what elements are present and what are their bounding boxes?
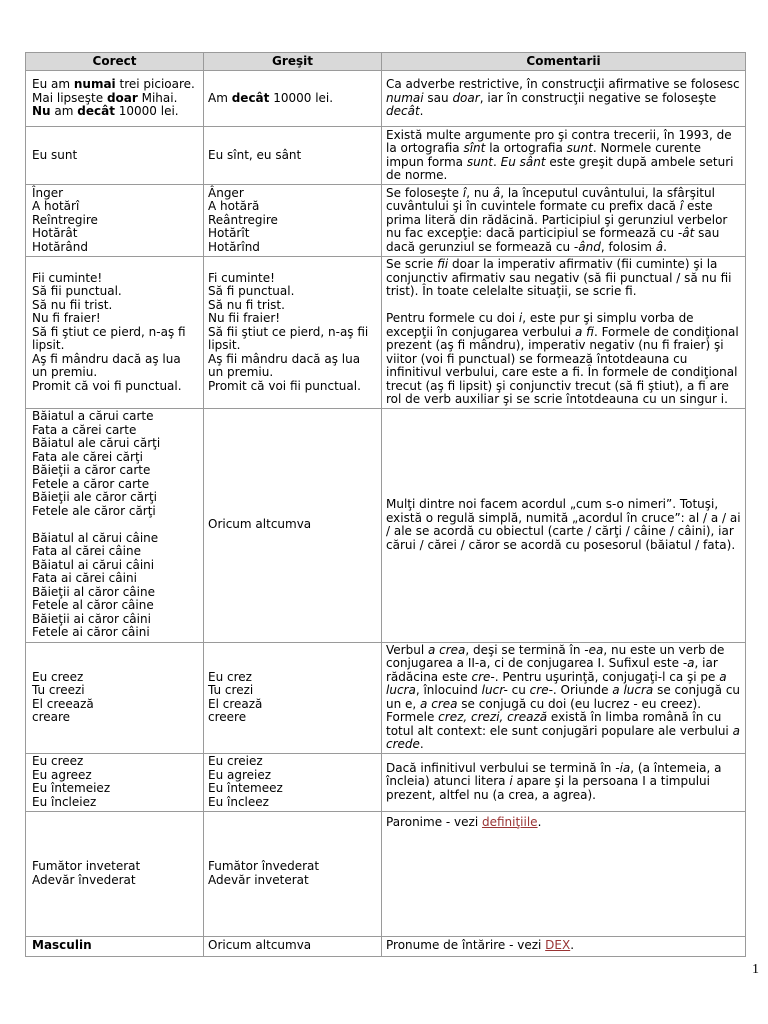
gresit-line: Fi cuminte! (208, 270, 275, 285)
text-segment: Paronime - vezi (386, 814, 482, 829)
text-segment: , iar în construcţii negative se foloseşte (479, 90, 717, 105)
corect-line: Fetele al căror câine (32, 598, 154, 613)
corrections-table (25, 52, 746, 957)
comment-cell (382, 936, 746, 956)
comment-cell (382, 257, 746, 409)
corect-cell (26, 257, 204, 409)
text-segment: 10000 lei. (269, 90, 334, 105)
corect-cell (26, 127, 204, 185)
comment-text (386, 312, 741, 407)
text-segment: , iar rădăcina este (386, 656, 718, 684)
corect-line: Fata ale cărei cărţi (32, 449, 143, 464)
gresit-line: Să nu fi trist. (208, 297, 285, 312)
text-segment: Ca adverbe restrictive, în construcţii afirmative se folosesc (386, 77, 740, 92)
corect-line: Eu creez (32, 754, 84, 768)
corect-line: Fata al cărei câine (32, 544, 141, 559)
corect-line: Fetele ai căror câini (32, 625, 150, 640)
corect-line (32, 78, 199, 92)
header-comentarii: Comentarii (382, 53, 746, 71)
italic-segment: a crea (420, 696, 458, 711)
italic-segment: -ea (584, 642, 604, 657)
text-segment: Se scrie (386, 257, 438, 271)
corect-line: Băiatul ai cărui câini (32, 557, 155, 572)
italic-segment: sunt (566, 141, 593, 155)
corect-cell (26, 936, 204, 956)
italic-segment: sînt (463, 141, 486, 155)
text-segment: la ortografia (485, 141, 567, 155)
corect-line: Reîntregire (32, 212, 98, 227)
comment-cell (382, 71, 746, 127)
gresit-line: A hotără (208, 199, 260, 214)
text-segment: Dacă infinitivul verbului se termină în (386, 760, 616, 775)
corect-line: Tu creezi (32, 683, 85, 697)
gresit-line: Oricum altcumva (208, 938, 312, 953)
gresit-line: Aş fii mândru dacă aş lua un premiu. (208, 351, 361, 379)
gresit-line: Promit că voi fii punctual. (208, 378, 361, 393)
text-segment: . (537, 814, 542, 829)
bold-segment: decât (77, 104, 115, 119)
gresit-line (208, 92, 377, 106)
comment-text (386, 78, 741, 119)
italic-segment: doar (452, 90, 480, 105)
corect-line: Băieţii a căror carte (32, 463, 151, 478)
text-segment: sau (423, 90, 453, 105)
text-segment: . (419, 737, 424, 751)
italic-segment: i (509, 774, 513, 789)
corect-line: Fata ai cărei câini (32, 571, 137, 586)
italic-segment: î (462, 185, 467, 200)
corect-cell (26, 71, 204, 127)
corect-line: A hotărî (32, 199, 80, 214)
corect-line: Să nu fii trist. (32, 297, 113, 312)
text-segment: este prima literă din rădăcină. Participiul şi gerunziul verbelor nu fac excepţie: dacă participiul se formează cu (386, 199, 728, 241)
comment-cell (382, 408, 746, 642)
text-segment: . Oriunde (552, 683, 613, 697)
italic-segment: a lucra (386, 669, 727, 697)
gresit-line: Eu întemeez (208, 781, 283, 795)
corect-line: Băiatul ale cărui cărţi (32, 436, 161, 451)
italic-segment: -ia (615, 760, 631, 775)
gresit-line: Nu fii fraier! (208, 311, 281, 325)
gresit-line: Eu creiez (208, 754, 263, 768)
gresit-cell (204, 127, 382, 185)
bold-segment: Masculin (32, 938, 92, 953)
text-segment: . (492, 154, 501, 169)
italic-segment: fii (437, 257, 449, 271)
italic-segment: a fi (575, 324, 594, 339)
text-segment: Verbul (386, 642, 428, 657)
comment-text (386, 258, 741, 299)
corect-line: Fii cuminte! (32, 270, 103, 285)
corect-line (32, 92, 199, 106)
text-segment: . (663, 239, 667, 254)
text-segment: Pronume de întărire - vezi (386, 938, 546, 953)
comment-cell (382, 753, 746, 811)
table-row (26, 408, 746, 642)
italic-segment: decât (386, 104, 420, 119)
italic-segment: numai (386, 90, 424, 105)
corect-line: Adevăr învederat (32, 872, 136, 887)
gresit-line: Hotărît (208, 226, 250, 241)
text-segment: 10000 lei. (114, 104, 179, 119)
comment-text (386, 939, 741, 953)
table-row (26, 642, 746, 753)
gresit-line: Oricum altcumva (208, 517, 312, 532)
comment-text (386, 762, 741, 803)
italic-segment: crez, crezi, crează (438, 710, 548, 724)
text-segment: , nu este un verb de conjugarea a II-a, ci de conjugarea I. Sufixul este (386, 642, 725, 670)
text-segment: doar la imperativ afirmativ (fii cuminte) şi la conjunctiv afirmativ sau negativ (să fii punctual / să nu fii trist). În toate celelalte situaţii, se scrie fi. (386, 257, 732, 298)
corect-line: Eu încleiez (32, 794, 97, 809)
corect-line: Băiatul a cărui carte (32, 409, 154, 424)
italic-segment: i (518, 311, 523, 325)
corect-line: Înger (32, 185, 64, 200)
gresit-line: Hotărînd (208, 239, 260, 254)
italic-segment: â (655, 239, 664, 254)
comment-text (386, 187, 741, 255)
table-row (26, 185, 746, 257)
header-row (26, 53, 746, 71)
italic-segment: Eu sânt (500, 154, 546, 169)
corect-line: Eu creez (32, 669, 84, 684)
italic-segment: -ând (573, 239, 601, 254)
corect-line: Băiatul al cărui câine (32, 530, 159, 545)
comment-text (386, 129, 741, 183)
gresit-line: Tu crezi (208, 683, 254, 697)
corect-line: Fumător inveterat (32, 859, 141, 873)
text-segment: Mihai. (137, 90, 178, 105)
corect-line: creare (32, 710, 71, 724)
italic-segment: -a (682, 656, 695, 670)
text-segment: Există multe argumente pro şi contra trecerii, în 1993, de la ortografia (386, 127, 732, 155)
corect-line: Aş fi mândru dacă aş lua un premiu. (32, 351, 181, 379)
corect-cell (26, 753, 204, 811)
gresit-cell (204, 71, 382, 127)
comment-cell (382, 185, 746, 257)
gresit-cell (204, 811, 382, 936)
corect-line: Eu agreez (32, 767, 92, 782)
table-row (26, 71, 746, 127)
gresit-line: Adevăr inveterat (208, 872, 309, 887)
corect-line: Fetele ale căror cărţi (32, 503, 156, 518)
corect-cell (26, 185, 204, 257)
gresit-line: Eu sînt, eu sânt (208, 147, 302, 162)
gresit-cell (204, 642, 382, 753)
corect-line: Fata a cărei carte (32, 422, 137, 437)
corect-line (32, 105, 199, 119)
text-segment: , (a întemeia, a încleia) atunci litera (386, 760, 722, 789)
text-segment: Eu am (32, 77, 74, 92)
text-segment: se conjugă cu un e, (386, 683, 741, 711)
italic-segment: a lucra (612, 683, 654, 697)
gresit-cell (204, 257, 382, 409)
table-row (26, 257, 746, 409)
text-segment: se conjugă cu doi (eu lucrez - eu creez). Formele (386, 696, 702, 724)
corect-line: El creează (32, 696, 94, 711)
text-segment: Pentru formele cu doi (386, 311, 519, 325)
corect-line: Promit că voi fi punctual. (32, 378, 182, 393)
table-row (26, 753, 746, 811)
gresit-cell (204, 936, 382, 956)
comment-text (386, 644, 741, 752)
text-segment: . Normele curente impun forma (386, 141, 702, 169)
text-segment: Se foloseşte (386, 185, 463, 200)
gresit-cell (204, 408, 382, 642)
gresit-line: Eu agreiez (208, 767, 272, 782)
corect-line: Hotărând (32, 239, 88, 254)
comment-text: Mulţi dintre noi facem acordul „cum s-o nimeri”. Totuşi, există o regulă simplă, numită „acordul în cruce”: al / a / ai / ale se acordă cu obiectul (carte / cărţi / câine / câini), iar cărui / cărei / căror se acordă cu posesorul (băiatul / fata). (386, 497, 741, 552)
corect-line: Nu fi fraier! (32, 311, 101, 325)
corect-line: Eu sunt (32, 147, 78, 162)
corect-cell (26, 642, 204, 753)
text-segment: am (50, 104, 78, 119)
header-gresit: Greşit (204, 53, 382, 71)
gresit-line: Eu crez (208, 669, 252, 684)
text-segment: , la începutul cuvântului, la sfârşitul cuvântului şi în cuvintele formate cu prefix dacă (386, 185, 715, 214)
text-segment: apare şi la persoana I a timpului prezent, altfel nu (a crea, a agrea). (386, 774, 710, 802)
italic-segment: -ât (677, 226, 695, 241)
bold-segment: Nu (32, 104, 51, 119)
corect-cell (26, 408, 204, 642)
corect-line: Fetele a căror carte (32, 476, 150, 491)
text-segment: este greşit după ambele seturi de norme. (386, 154, 734, 182)
gresit-cell (204, 185, 382, 257)
bold-segment: decât (231, 90, 270, 105)
gresit-line: Eu încleez (208, 794, 269, 809)
text-segment: , nu (466, 185, 493, 200)
italic-segment: â (492, 185, 501, 200)
comment-text (386, 816, 741, 830)
text-segment: Am (208, 90, 232, 105)
dex-link[interactable]: DEX (545, 938, 571, 953)
corect-cell (26, 811, 204, 936)
text-segment: . Formele de condiţional prezent (aş fi mândru), imperativ negativ (nu fi fraier) şi viitor (voi fi punctual) se formează întotdeauna cu infinitivul verbului, care este a fi. În formele de condiţional trecut (aş fi lipsit) şi conjunctiv trecut (să fi ştiut), a fi are rol de verb auxiliar şi se scrie întotdeauna cu un singur i. (386, 324, 739, 406)
corect-line: Eu întemeiez (32, 781, 111, 795)
table-row (26, 811, 746, 936)
gresit-cell (204, 753, 382, 811)
italic-segment: cre- (529, 683, 553, 697)
page-number: 1 (752, 962, 759, 977)
italic-segment: a crea (427, 642, 466, 657)
gresit-line: Să fi punctual. (208, 284, 295, 298)
corect-line: Să fii punctual. (32, 284, 122, 298)
text-segment: , deşi se termină în (465, 642, 585, 657)
italic-segment: sunt (466, 154, 493, 169)
corect-line: Hotărât (32, 226, 78, 241)
italic-segment: î (679, 199, 684, 214)
gresit-line: Fumător învederat (208, 859, 320, 873)
text-segment: cu (507, 683, 530, 697)
gresit-line: El crează (208, 696, 263, 711)
header-corect: Corect (26, 53, 204, 71)
comment-cell (382, 811, 746, 936)
gresit-line: creere (208, 710, 247, 724)
gresit-line: Ânger (208, 185, 244, 200)
gresit-line: Să fii ştiut ce pierd, n-aş fii lipsit. (208, 324, 369, 352)
corect-line: Băieţii ai căror câini (32, 611, 151, 626)
text-segment: , folosim (600, 239, 656, 254)
corect-line: Băieţii ale căror cărţi (32, 490, 158, 505)
line-spacer (32, 518, 199, 532)
text-segment: trei picioare. (115, 77, 195, 92)
table-row (26, 936, 746, 956)
comment-cell (382, 642, 746, 753)
corect-line: Băieţii al căror câine (32, 584, 155, 599)
italic-segment: a crede (386, 723, 740, 751)
text-segment: . (419, 104, 424, 119)
italic-segment: cre- (471, 669, 495, 684)
table-row (26, 127, 746, 185)
comment-cell (382, 127, 746, 185)
corect-line (32, 939, 199, 953)
bold-segment: doar (106, 90, 138, 105)
corect-line: Să fi ştiut ce pierd, n-aş fi lipsit. (32, 324, 186, 352)
text-segment: sau dacă gerunziul se formează cu (386, 226, 720, 254)
italic-segment: lucr- (481, 683, 508, 697)
text-segment: Mai lipseşte (32, 90, 107, 105)
definitii-link[interactable]: definiţiile (481, 814, 538, 829)
text-segment: , înlocuind (415, 683, 482, 697)
text-segment: . (570, 938, 575, 953)
text-segment: , este pur şi simplu vorba de excepţii în conjugarea verbului (386, 311, 694, 339)
text-segment: există în limba română în cu totul alt context: ele sunt conjugări populare ale verbului (386, 710, 733, 738)
gresit-line: Reântregire (208, 212, 278, 227)
text-segment: . Pentru uşurinţă, conjugaţi-l ca şi pe (494, 669, 720, 684)
bold-segment: numai (73, 77, 116, 92)
